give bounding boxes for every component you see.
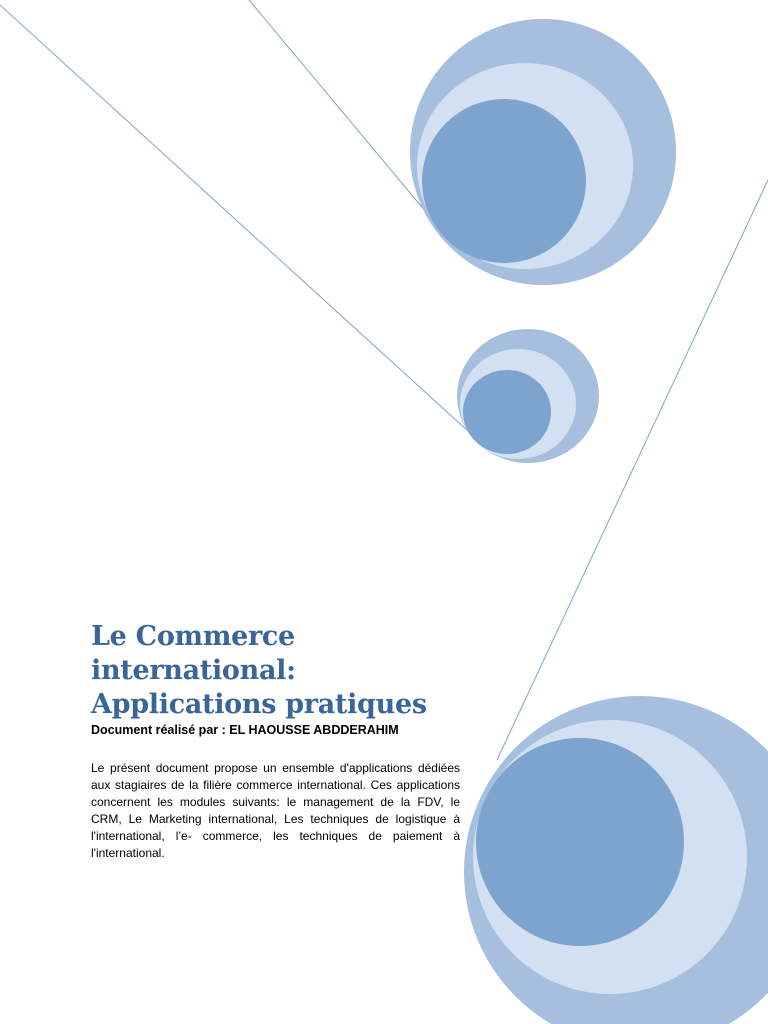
title-line-3: Applications pratiques (91, 689, 427, 720)
circle-group-middle (457, 329, 599, 463)
document-description: Le présent document propose un ensemble d'applications dédiées aux stagiaires de la filière commerce international. Ces applications concernent les modules suivants: le management de la FDV, le CRM, Le Marketing international, Les techniques de logistique à l'international, l’e- commerce, les techniques de paiement à l'international. (91, 761, 460, 860)
circle-top-inner (422, 99, 586, 263)
title-line-2: international: (91, 655, 296, 686)
decor-line-diagonal-long (0, 5, 469, 432)
document-title (91, 620, 427, 722)
title-line-1: Le Commerce (91, 621, 295, 652)
decor-line-diagonal-upper (249, 0, 426, 212)
circle-group-top (410, 19, 676, 285)
author-line: Document réalisé par : EL HAOUSSE ABDDERAHIM (91, 723, 399, 737)
circle-mid-inner (463, 370, 551, 454)
circle-bottom-inner (476, 738, 684, 946)
circle-group-bottom (464, 696, 768, 1024)
